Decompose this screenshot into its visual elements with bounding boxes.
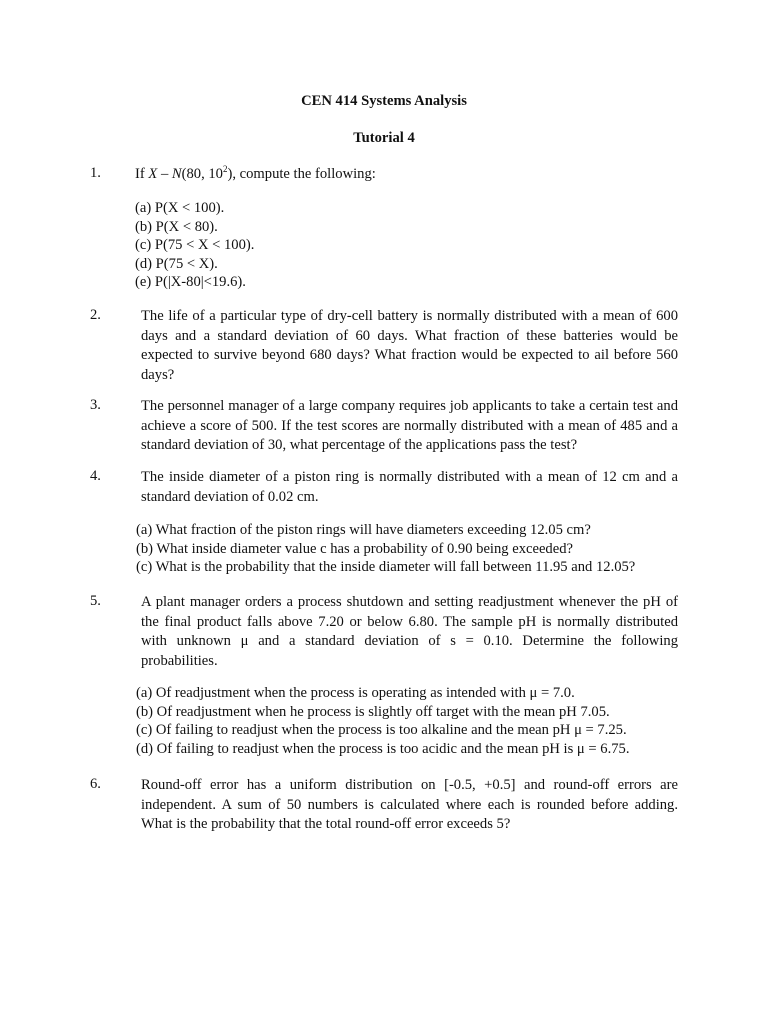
question-1 [90,165,678,185]
question-1-part-a: (a) P(X < 100). [135,200,225,216]
question-5 [90,593,678,671]
question-5-part-b: (b) Of readjustment when he process is slightly off target with the mean pH 7.05. [136,703,610,720]
question-2-text: The life of a particular type of dry-cell battery is normally distributed with a mean of 600 days and a standard deviation of 60 days. What fraction of these batteries would be expected to survive beyond 680 days? What fraction would be expected to ail before 560 days? [141,308,678,383]
question-2 [90,307,678,385]
question-6-text: Round-off error has a uniform distribution on [-0.5, +0.5] and round-off errors are independent. A sum of 50 numbers is calculated where each is rounded before adding. What is the probability that the total round-off error exceeds 5? [141,777,678,832]
question-3 [90,397,678,456]
question-4-part-a: (a) What fraction of the piston rings will have diameters exceeding 12.05 cm? [136,522,591,538]
question-5-text: A plant manager orders a process shutdown and setting readjustment whenever the pH of the final product falls above 7.20 or below 6.80. The sample pH is normally distributed with unknown μ and a standard deviation of s = 0.10. Determine the following probabilities. [141,594,678,669]
question-number: 2. [90,307,101,323]
question-6 [90,776,678,835]
question-number: 5. [90,593,101,609]
question-4-part-b: (b) What inside diameter value c has a probability of 0.90 being exceeded? [136,540,573,557]
question-number: 1. [90,165,101,181]
question-4-part-c: (c) What is the probability that the inside diameter will fall between 11.95 and 12.05? [136,559,636,575]
question-1-parts [135,199,695,292]
question-4 [90,468,678,507]
question-3-text: The personnel manager of a large company requires job applicants to take a certain test and achieve a score of 500. If the test scores are normally distributed with a mean of 485 and a standard deviation of 30, what percentage of the applications pass the test? [141,398,678,453]
question-1-part-e: (e) P(|X-80|<19.6). [135,274,246,290]
question-4-text: The inside diameter of a piston ring is normally distributed with a mean of 12 cm and a standard deviation of 0.02 cm. [141,469,678,505]
question-5-part-a: (a) Of readjustment when the process is operating as intended with μ = 7.0. [136,685,575,701]
question-1-part-d: (d) P(75 < X). [135,255,218,272]
tutorial-title: Tutorial 4 [353,130,415,146]
question-number: 4. [90,468,101,484]
question-number: 6. [90,776,101,792]
question-5-part-d: (d) Of failing to readjust when the process is too acidic and the mean pH is μ = 6.75. [136,740,630,757]
question-4-parts [136,521,696,577]
question-1-part-b: (b) P(X < 80). [135,218,218,235]
course-title: CEN 414 Systems Analysis [301,93,467,109]
question-5-part-c: (c) Of failing to readjust when the process is too alkaline and the mean pH μ = 7.25. [136,722,627,738]
question-5-parts [136,684,696,758]
question-1-stem: If X – N(80, $10^2$), compute the following: [135,164,376,182]
question-number: 3. [90,397,101,413]
question-1-part-c: (c) P(75 < X < 100). [135,237,255,253]
